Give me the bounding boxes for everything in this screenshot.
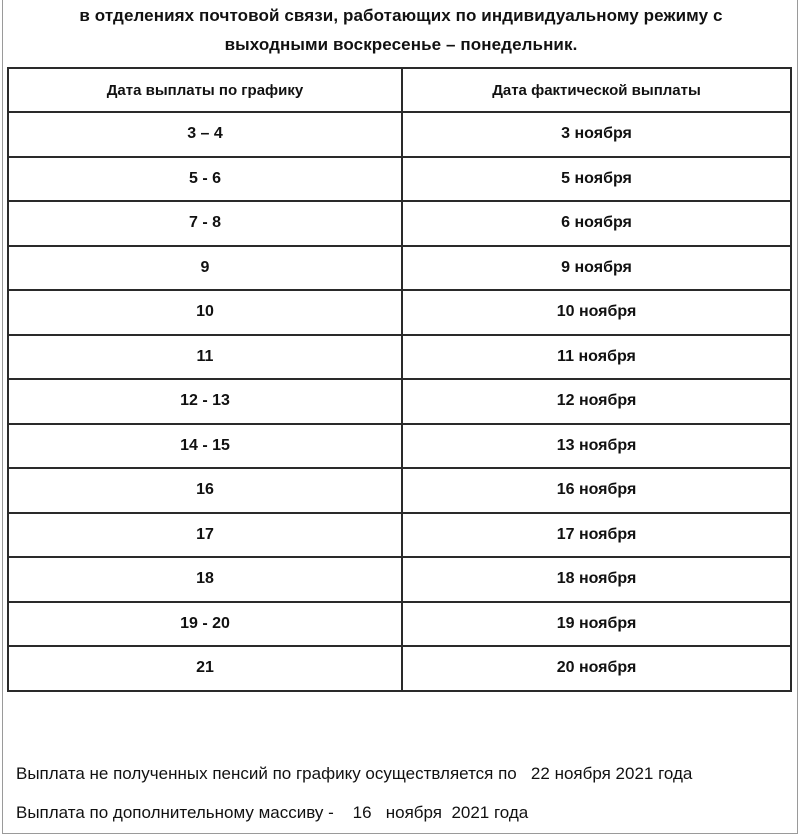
scheduled-date-cell: 21 — [8, 646, 402, 691]
actual-date-cell: 16 ноября — [402, 468, 791, 513]
table-row — [8, 290, 791, 335]
actual-date-cell: 19 ноября — [402, 602, 791, 647]
actual-date-cell: 3 ноября — [402, 112, 791, 157]
scheduled-date-cell: 3 – 4 — [8, 112, 402, 157]
scheduled-date-cell: 5 - 6 — [8, 157, 402, 202]
header-actual-date: Дата фактической выплаты — [402, 68, 791, 112]
actual-date-cell: 18 ноября — [402, 557, 791, 602]
table-row — [8, 335, 791, 380]
heading-line-2: выходными воскресенье – понедельник. — [224, 35, 578, 54]
table-row — [8, 424, 791, 469]
scheduled-date-cell: 11 — [8, 335, 402, 380]
scheduled-date-cell: 14 - 15 — [8, 424, 402, 469]
scheduled-date-cell: 18 — [8, 557, 402, 602]
actual-date-cell: 20 ноября — [402, 646, 791, 691]
table-row — [8, 157, 791, 202]
table-row — [8, 246, 791, 291]
note-additional-array: Выплата по дополнительному массиву - 16 ноября 2021 года — [16, 803, 529, 822]
actual-date-cell: 5 ноября — [402, 157, 791, 202]
scheduled-date-cell: 7 - 8 — [8, 201, 402, 246]
note-unreceived-pensions: Выплата не полученных пенсий по графику осуществляется по 22 ноября 2021 года — [16, 764, 693, 783]
scheduled-date-cell: 9 — [8, 246, 402, 291]
actual-date-cell: 12 ноября — [402, 379, 791, 424]
scheduled-date-cell: 17 — [8, 513, 402, 558]
scheduled-date-cell: 12 - 13 — [8, 379, 402, 424]
table-row — [8, 201, 791, 246]
scheduled-date-cell: 10 — [8, 290, 402, 335]
payment-schedule-table — [7, 67, 792, 692]
table-row — [8, 646, 791, 691]
actual-date-cell: 11 ноября — [402, 335, 791, 380]
table-row — [8, 379, 791, 424]
table-row — [8, 602, 791, 647]
actual-date-cell: 17 ноября — [402, 513, 791, 558]
actual-date-cell: 6 ноября — [402, 201, 791, 246]
scheduled-date-cell: 16 — [8, 468, 402, 513]
header-scheduled-date: Дата выплаты по графику — [8, 68, 402, 112]
table-header-row — [8, 68, 791, 112]
table-row — [8, 513, 791, 558]
table-row — [8, 112, 791, 157]
table-row — [8, 557, 791, 602]
actual-date-cell: 10 ноября — [402, 290, 791, 335]
heading-line-1: в отделениях почтовой связи, работающих по индивидуальному режиму с — [79, 6, 723, 25]
scheduled-date-cell: 19 - 20 — [8, 602, 402, 647]
table-row — [8, 468, 791, 513]
actual-date-cell: 9 ноября — [402, 246, 791, 291]
actual-date-cell: 13 ноября — [402, 424, 791, 469]
